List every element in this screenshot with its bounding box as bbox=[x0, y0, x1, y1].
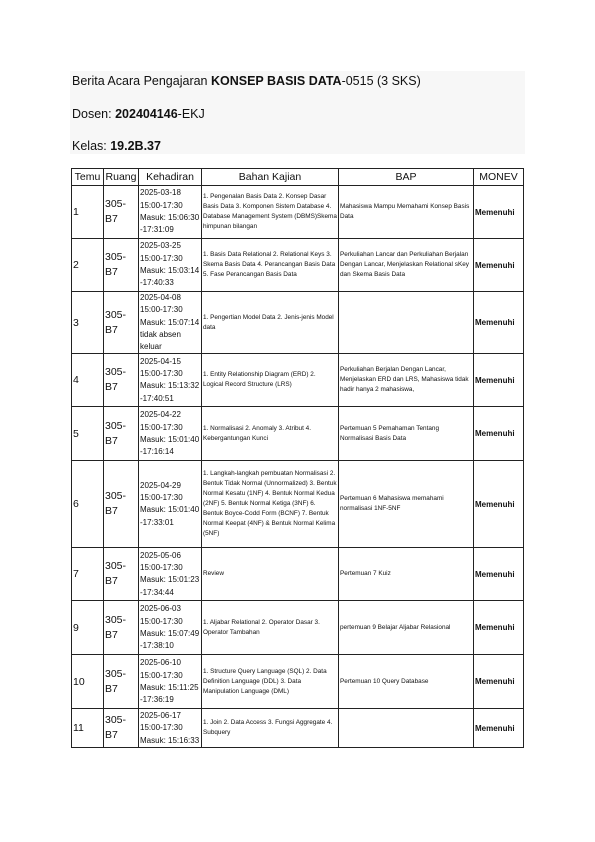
cell-ruang: 305-B7 bbox=[104, 354, 139, 407]
table-row bbox=[72, 601, 524, 655]
cell-monev: Memenuhi bbox=[474, 354, 524, 407]
cell-temu: 9 bbox=[72, 601, 104, 655]
col-header-monev: MONEV bbox=[474, 169, 524, 186]
cell-monev: Memenuhi bbox=[474, 655, 524, 709]
cell-bap bbox=[339, 292, 474, 354]
cell-temu: 11 bbox=[72, 709, 104, 748]
cell-monev: Memenuhi bbox=[474, 239, 524, 292]
cell-bahan-kajian: 1. Aljabar Relational 2. Operator Dasar 3. Operator Tambahan bbox=[202, 601, 339, 655]
cell-monev: Memenuhi bbox=[474, 548, 524, 601]
cell-ruang: 305-B7 bbox=[104, 548, 139, 601]
cell-kehadiran: 2025-03-25 15:00-17:30 Masuk: 15:03:14 -17:40:33 bbox=[139, 239, 202, 292]
cell-bap: Pertemuan 7 Kuiz bbox=[339, 548, 474, 601]
cell-monev: Memenuhi bbox=[474, 292, 524, 354]
table-header-row bbox=[72, 169, 524, 186]
col-header-ruang: Ruang bbox=[104, 169, 139, 186]
col-header-bap: BAP bbox=[339, 169, 474, 186]
cell-monev: Memenuhi bbox=[474, 407, 524, 461]
cell-ruang: 305-B7 bbox=[104, 292, 139, 354]
table-row bbox=[72, 548, 524, 601]
cell-ruang: 305-B7 bbox=[104, 461, 139, 548]
cell-monev: Memenuhi bbox=[474, 709, 524, 748]
cell-bahan-kajian: 1. Langkah-langkah pembuatan Normalisasi 2. Bentuk Tidak Normal (Unnormalized) 3. Bentuk Normal Kesatu (1NF) 4. Bentuk Normal Kedua (2NF) 5. Bentuk Normal Ketiga (3NF) 6. Bentuk Boyce-Codd Form (BCNF) 7. Bentuk Normal Keepat (4NF) & Bentuk Normal Kelima (5NF) bbox=[202, 461, 339, 548]
cell-ruang: 305-B7 bbox=[104, 407, 139, 461]
cell-bahan-kajian: 1. Pengertian Model Data 2. Jenis-jenis Model data bbox=[202, 292, 339, 354]
cell-bahan-kajian: Review bbox=[202, 548, 339, 601]
cell-bap bbox=[339, 709, 474, 748]
cell-kehadiran: 2025-04-22 15:00-17:30 Masuk: 15:01:40 -17:16:14 bbox=[139, 407, 202, 461]
cell-bap: Pertemuan 5 Pemahaman Tentang Normalisasi Basis Data bbox=[339, 407, 474, 461]
table-row bbox=[72, 709, 524, 748]
kelas-value: 19.2B.37 bbox=[110, 139, 161, 153]
cell-bahan-kajian: 1. Structure Query Language (SQL) 2. Data Definition Language (DDL) 3. Data Manipulation Language (DML) bbox=[202, 655, 339, 709]
cell-monev: Memenuhi bbox=[474, 461, 524, 548]
table-row bbox=[72, 354, 524, 407]
cell-bap: Mahasiswa Mampu Memahami Konsep Basis Data bbox=[339, 186, 474, 239]
cell-kehadiran: 2025-06-17 15:00-17:30 Masuk: 15:16:33 bbox=[139, 709, 202, 748]
cell-bahan-kajian: 1. Normalisasi 2. Anomaly 3. Atribut 4. Kebergantungan Kunci bbox=[202, 407, 339, 461]
dosen-id: 202404146 bbox=[115, 107, 178, 121]
cell-bahan-kajian: 1. Entity Relationship Diagram (ERD) 2. Logical Record Structure (LRS) bbox=[202, 354, 339, 407]
cell-temu: 1 bbox=[72, 186, 104, 239]
cell-bap: Perkuliahan Lancar dan Perkuliahan Berjalan Dengan Lancar, Menjelaskan Relational sKey dan Skema Basis Data bbox=[339, 239, 474, 292]
cell-ruang: 305-B7 bbox=[104, 239, 139, 292]
cell-monev: Memenuhi bbox=[474, 186, 524, 239]
table-row bbox=[72, 239, 524, 292]
course-name: KONSEP BASIS DATA bbox=[210, 74, 342, 88]
cell-kehadiran: 2025-03-18 15:00-17:30 Masuk: 15:06:30 -17:31:09 bbox=[139, 186, 202, 239]
cell-ruang: 305-B7 bbox=[104, 601, 139, 655]
cell-bahan-kajian: 1. Join 2. Data Access 3. Fungsi Aggregate 4. Subquery bbox=[202, 709, 339, 748]
cell-bap: Perkuliahan Berjalan Dengan Lancar, Menjelaskan ERD dan LRS, Mahasiswa tidak hadir hanya 2 mahasiswa, bbox=[339, 354, 474, 407]
bap-table bbox=[71, 168, 524, 748]
table-row bbox=[72, 461, 524, 548]
cell-kehadiran: 2025-04-15 15:00-17:30 Masuk: 15:13:32 -17:40:51 bbox=[139, 354, 202, 407]
cell-bap: pertemuan 9 Belajar Aljabar Relasional bbox=[339, 601, 474, 655]
table-row bbox=[72, 292, 524, 354]
cell-temu: 2 bbox=[72, 239, 104, 292]
table-row bbox=[72, 655, 524, 709]
cell-temu: 10 bbox=[72, 655, 104, 709]
cell-bahan-kajian: 1. Basis Data Relational 2. Relational Keys 3. Skema Basis Data 4. Perancangan Basis Data 5. Fase Perancangan Basis Data bbox=[202, 239, 339, 292]
cell-temu: 4 bbox=[72, 354, 104, 407]
cell-monev: Memenuhi bbox=[474, 601, 524, 655]
cell-kehadiran: 2025-04-08 15:00-17:30 Masuk: 15:07:14 tidak absen keluar bbox=[139, 292, 202, 354]
col-header-bahan-kajian: Bahan Kajian bbox=[202, 169, 339, 186]
cell-bap: Pertemuan 6 Mahasiswa memahami normalisasi 1NF-5NF bbox=[339, 461, 474, 548]
cell-ruang: 305-B7 bbox=[104, 709, 139, 748]
kelas-line: Kelas: 19.2B.37 bbox=[72, 139, 161, 153]
table-row bbox=[72, 407, 524, 461]
cell-bahan-kajian: 1. Pengenalan Basis Data 2. Konsep Dasar Basis Data 3. Komponen Sistem Database 4. Database Management System (DBMS)Skema himpunan bilangan bbox=[202, 186, 339, 239]
cell-bap: Pertemuan 10 Query Database bbox=[339, 655, 474, 709]
cell-ruang: 305-B7 bbox=[104, 655, 139, 709]
cell-kehadiran: 2025-06-03 15:00-17:30 Masuk: 15:07:49 -17:38:10 bbox=[139, 601, 202, 655]
document-header bbox=[70, 71, 525, 154]
cell-ruang: 305-B7 bbox=[104, 186, 139, 239]
cell-temu: 6 bbox=[72, 461, 104, 548]
cell-temu: 7 bbox=[72, 548, 104, 601]
cell-kehadiran: 2025-05-06 15:00-17:30 Masuk: 15:01:23 -17:34:44 bbox=[139, 548, 202, 601]
dosen-line: Dosen: 202404146-EKJ bbox=[72, 107, 205, 121]
cell-kehadiran: 2025-06-10 15:00-17:30 Masuk: 15:11:25 -17:36:19 bbox=[139, 655, 202, 709]
document-title: Berita Acara Pengajaran KONSEP BASIS DATA-0515 (3 SKS) bbox=[72, 74, 421, 88]
col-header-temu: Temu bbox=[72, 169, 104, 186]
cell-kehadiran: 2025-04-29 15:00-17:30 Masuk: 15:01:40 -17:33:01 bbox=[139, 461, 202, 548]
cell-temu: 5 bbox=[72, 407, 104, 461]
col-header-kehadiran: Kehadiran bbox=[139, 169, 202, 186]
table-row bbox=[72, 186, 524, 239]
cell-temu: 3 bbox=[72, 292, 104, 354]
